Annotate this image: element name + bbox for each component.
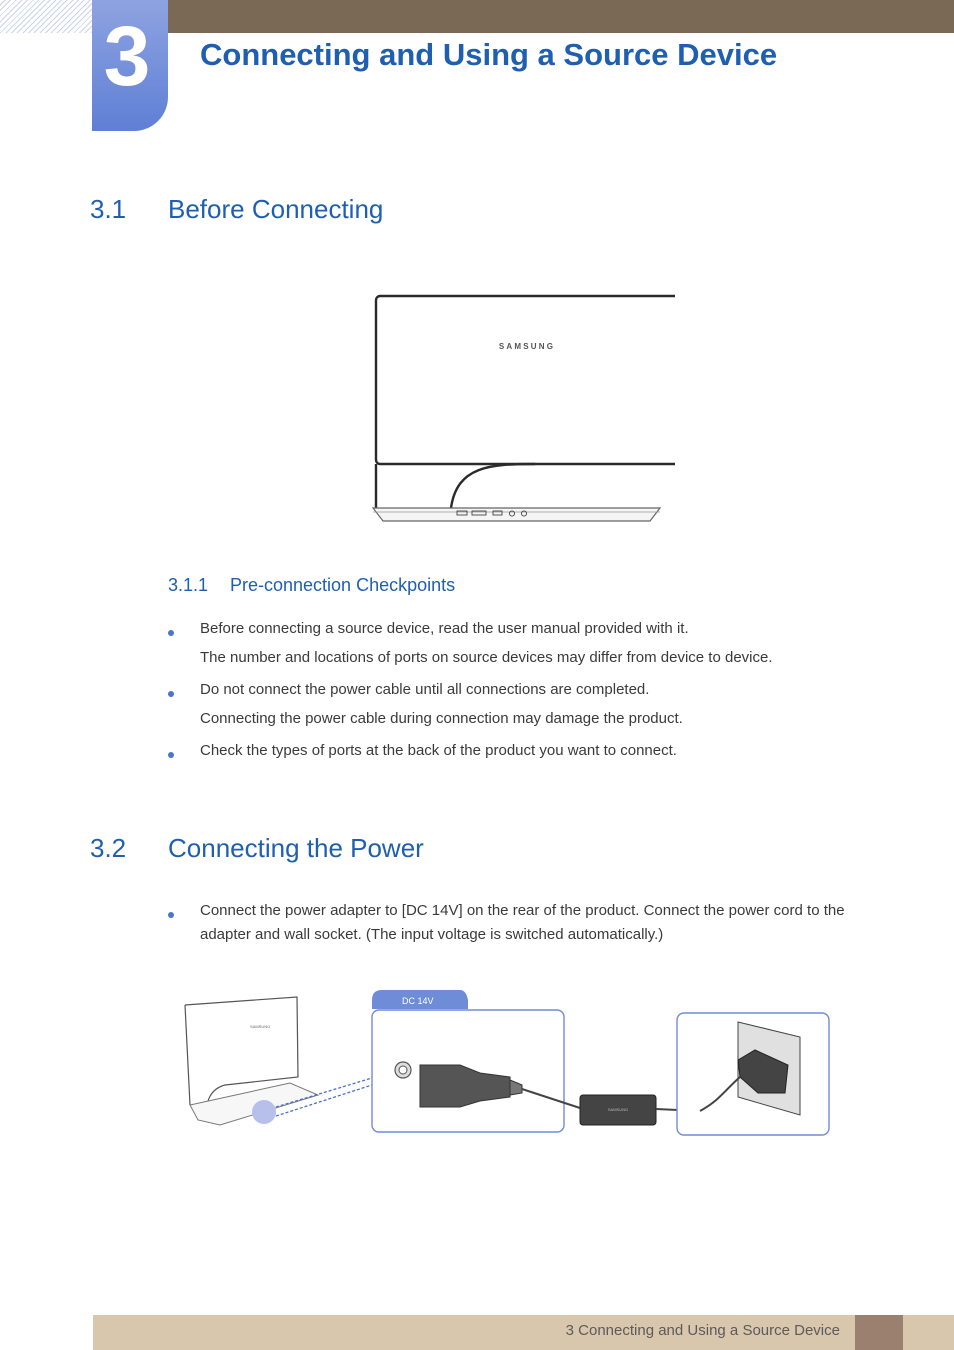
section-3-2-title: Connecting the Power: [168, 833, 424, 863]
checkpoint-2-note: Connecting the power cable during connection may damage the product.: [200, 710, 683, 727]
header-hatch-pattern: [0, 0, 92, 33]
port-highlight-circle: [252, 1100, 276, 1124]
footer-text: 3 Connecting and Using a Source Device: [565, 1322, 840, 1339]
footer-page-box: [855, 1315, 903, 1350]
section-3-1-number: 3.1: [90, 194, 127, 224]
checkpoint-1-text: Before connecting a source device, read the user manual provided with it.: [200, 620, 689, 637]
monitor-brand-logo: SAMSUNG: [498, 342, 556, 351]
dc-14v-label: DC 14V: [402, 996, 434, 1006]
checkpoint-1-note: The number and locations of ports on source devices may differ from device to device.: [200, 649, 773, 666]
monitor-rear-illustration: [365, 288, 675, 530]
power-instruction-line-2: adapter and wall socket. (The input voltage is switched automatically.): [200, 926, 664, 943]
chapter-number: 3: [103, 9, 151, 103]
bullet-icon: [168, 691, 174, 697]
subsection-3-1-1-number: 3.1.1: [168, 575, 209, 595]
monitor-rear-panel: [376, 296, 675, 464]
section-3-1-title: Before Connecting: [168, 194, 384, 224]
power-instruction-line-1: Connect the power adapter to [DC 14V] on the rear of the product. Connect the power cord to the: [200, 902, 845, 919]
section-3-2-number: 3.2: [90, 833, 127, 863]
monitor-stand-arch: [451, 464, 535, 508]
bullet-icon: [168, 630, 174, 636]
header-bar: [168, 0, 954, 33]
checkpoint-2-text: Do not connect the power cable until all connections are completed.: [200, 681, 650, 698]
checkpoint-3-text: Check the types of ports at the back of the product you want to connect.: [200, 742, 677, 759]
bullet-icon: [168, 752, 174, 758]
chapter-title: Connecting and Using a Source Device: [200, 37, 778, 72]
bullet-icon: [168, 912, 174, 918]
adapter-brand: SAMSUNG: [607, 1107, 629, 1112]
power-connection-diagram: [180, 985, 840, 1145]
subsection-3-1-1-title: Pre-connection Checkpoints: [230, 575, 456, 595]
monitor-base: [373, 508, 660, 521]
small-monitor-brand: SAMSUNG: [250, 1024, 271, 1029]
